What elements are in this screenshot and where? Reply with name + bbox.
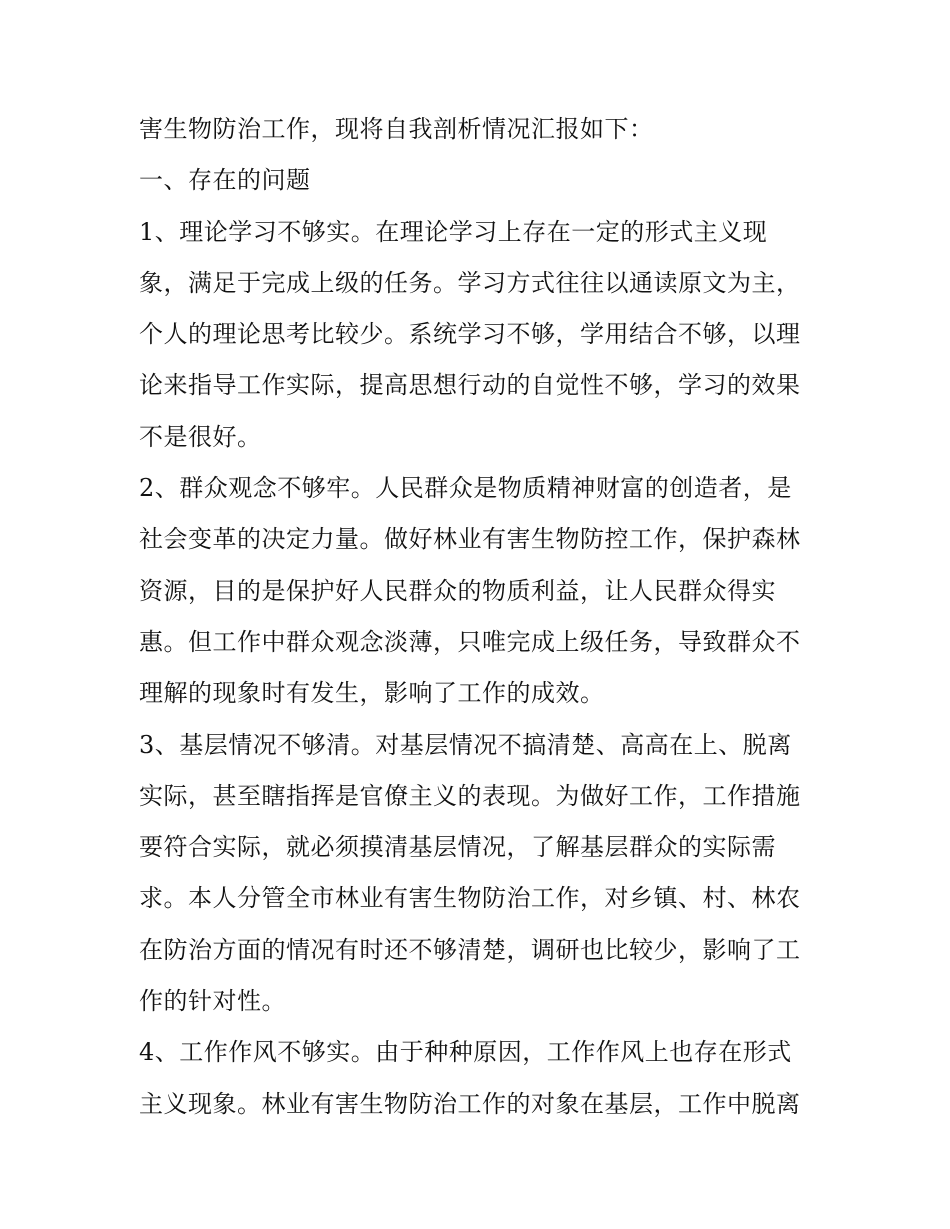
paragraph-3-line: 要符合实际，就必须摸清基层情况，了解基层群众的实际需 (139, 833, 776, 862)
paragraph-1-line: 个人的理论思考比较少。系统学习不够，学用结合不够，以理 (139, 320, 801, 349)
paragraph-3-line: 实际，甚至瞎指挥是官僚主义的表现。为做好工作，工作措施 (139, 781, 801, 810)
paragraph-3-line: 求。本人分管全市林业有害生物防治工作，对乡镇、村、林农 (139, 884, 801, 913)
paragraph-1-line: 论来指导工作实际，提高思想行动的自觉性不够，学习的效果 (139, 371, 801, 400)
paragraph-1-line: 不是很好。 (139, 422, 262, 451)
paragraph-2-line: 惠。但工作中群众观念淡薄，只唯完成上级任务，导致群众不 (139, 627, 801, 656)
paragraph-1-line: 象，满足于完成上级的任务。学习方式往往以通读原文为主， (139, 268, 801, 297)
document-body (139, 104, 819, 1130)
paragraph-2-line: 2、群众观念不够牢。人民群众是物质精神财富的创造者，是 (139, 474, 792, 503)
paragraph-3-line: 3、基层情况不够清。对基层情况不搞清楚、高高在上、脱离 (139, 730, 792, 759)
paragraph-2-line: 理解的现象时有发生，影响了工作的成效。 (139, 679, 605, 708)
section-heading-problems: 一、存在的问题 (139, 166, 311, 195)
paragraph-3-line: 在防治方面的情况有时还不够清楚，调研也比较少，影响了工 (139, 935, 801, 964)
paragraph-3-line: 作的针对性。 (139, 987, 286, 1016)
paragraph-1-line: 1、理论学习不够实。在理论学习上存在一定的形式主义现 (139, 217, 768, 246)
intro-line: 害生物防治工作，现将自我剖析情况汇报如下： (139, 115, 654, 143)
paragraph-2-line: 社会变革的决定力量。做好林业有害生物防控工作，保护森林 (139, 525, 801, 554)
paragraph-4-line: 主义现象。林业有害生物防治工作的对象在基层，工作中脱离 (139, 1089, 801, 1118)
paragraph-4-line: 4、工作作风不够实。由于种种原因，工作作风上也存在形式 (139, 1038, 792, 1067)
paragraph-2-line: 资源，目的是保护好人民群众的物质利益，让人民群众得实 (139, 576, 776, 605)
